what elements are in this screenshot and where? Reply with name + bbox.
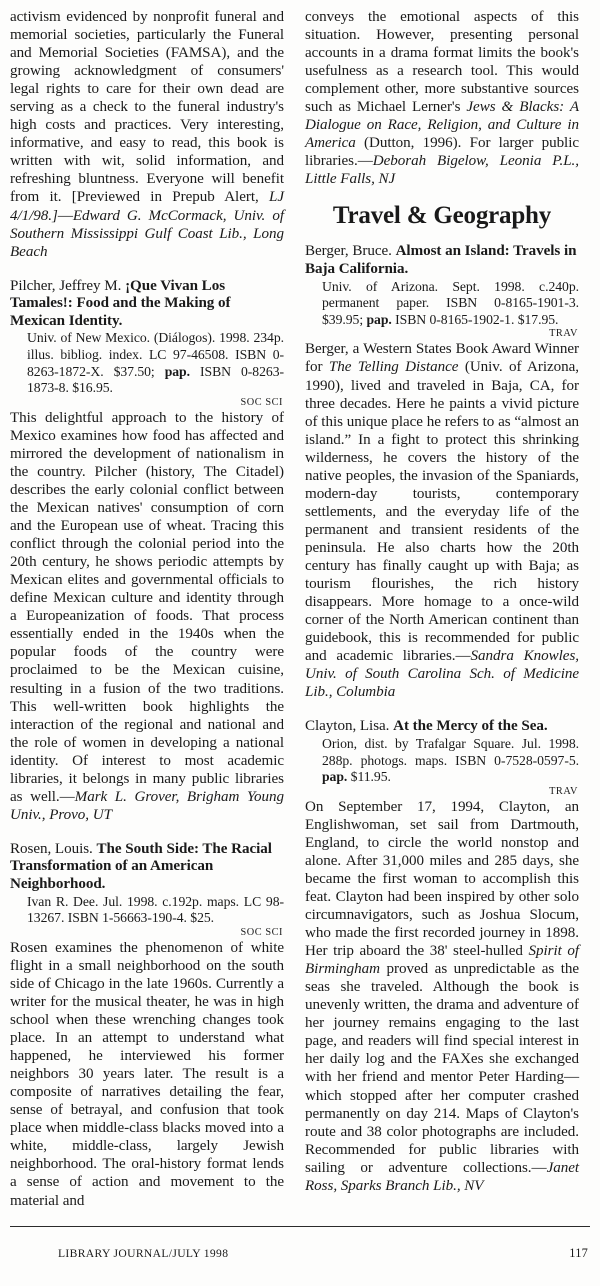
review-body-cont: proved as unpredictable as the seas she traveled. Although the book is unevenly written, the drama and adventure of her journey remains engaging to the last page, and readers will find special interest in her daily log and the FAXes she exchanged with her friend and mentor Peter Harding—which stopped after her computer crashed permanently on day 214. Maps of Clayton's route and 38 color photographs are included. Recommended for public libraries with sailing or adventure collections. <box>305 961 579 1176</box>
entry-spacer <box>10 824 284 841</box>
biblio-format-label: pap. <box>322 769 348 785</box>
continued-review-body: conveys the emotional aspects of this situation. However, presenting personal accounts in a drama format limits the book's usefulness as a research tool. This would complement other, more substantive sources such as Michael Lerner's <box>305 9 579 116</box>
section-heading-travel-geography: Travel & Geography <box>332 202 552 230</box>
reviewer-credit: Sandra Knowles, Univ. of South Carolina Sch. of Medicine Lib., Columbia <box>305 648 579 701</box>
entry-review-text <box>10 409 284 824</box>
biblio-text: Univ. of New Mexico. (Diálogos). 1998. 234p. illus. bibliog. index. LC 97-46508. ISBN 0-8263-1872-X. $37.50; <box>27 330 284 379</box>
right-column <box>305 8 579 1214</box>
entry-author: Berger, Bruce. <box>305 243 396 260</box>
biblio-text-cont: $11.95. <box>347 769 391 785</box>
entry-bibliographic-info <box>10 330 284 396</box>
entry-spacer <box>305 701 579 718</box>
biblio-text: Ivan R. Dee. Jul. 1998. c.192p. maps. LC 98-13267. ISBN 1-56663-190-4. $25. <box>27 893 284 926</box>
biblio-text-cont: ISBN 0-8165-1902-1. $17.95. <box>391 311 559 327</box>
review-body: On September 17, 1994, Clayton, an Englishwoman, set sail from Dartmouth, England, to circle the world nonstop and alone. After 31,000 miles and 285 days, she became the first woman to accomplish this feat. Clayton had been inspired by other solo circumnavigators, such as Joshua Slocum, who made the first recorded journey in 1898. Her trip aboard the 38' steel-hulled <box>305 798 579 960</box>
continued-review-citation: LJ 4/1/98.] <box>10 189 284 224</box>
biblio-text: Orion, dist. by Trafalgar Square. Jul. 1998. 288p. photogs. maps. ISBN 0-7528-0597-5. <box>322 735 579 768</box>
continued-review-right <box>305 8 579 188</box>
em-dash: — <box>531 1159 547 1176</box>
em-dash: — <box>455 648 471 665</box>
biblio-text-cont: ISBN 0-8263-1873-8. $16.95. <box>27 363 284 396</box>
entry-title: The South Side: The Racial Transformation of an American Neighborhood. <box>10 840 272 893</box>
page-number: 117 <box>569 1246 588 1260</box>
cited-book-title: Jews & Blacks: A Dialogue on Race, Religion, and Culture in America <box>305 99 579 152</box>
continued-review-left <box>10 8 284 261</box>
review-body: Rosen examines the phenomenon of white flight in a small neighborhood on the south side of Chicago in the late 1960s. Currently a writer for the musical theater, he was in high school when these wrenching changes took place. In an attempt to understand what happened, he interviewed his former neighbors 30 years later. The result is a composite of narratives detailing the fear, sense of betrayal, and confusion that took place when middle-class blacks moved into a white, middle-class, largely Jewish neighborhood. The oral-history format lends a sense of action and movement to the material and <box>10 939 284 1209</box>
review-body-cont: (Univ. of Arizona, 1990), lived and traveled in Baja, CA, for three decades. Here he paints a vivid picture of this unique place he refers to as “almost an island.” In a fight to protect this shrinking wilderness, he covers the history of the native peoples, the invasion of the Spaniards, modern-day tourists, contemporary settlements, and the everyday life of the permanent and transient residents of the peninsula. He also charts how the 20th century has finally caught up with Baja; as tourism flourishes, the rich history disappears. More homage to a once-wild corner of the North American continent than guidebook, this is recommended for public and academic libraries. <box>305 359 579 665</box>
entry-review-text <box>305 340 579 701</box>
em-dash: — <box>57 207 73 224</box>
footer-row <box>10 1227 590 1261</box>
entry-title: ¡Que Vivan Los Tamales!: Food and the Making of Mexican Identity. <box>10 277 231 329</box>
subject-category-tag: SOC SCI <box>240 396 283 408</box>
em-dash: — <box>357 153 373 170</box>
reviewer-credit: Janet Ross, Sparks Branch Lib., NV <box>305 1159 579 1194</box>
entry-author: Pilcher, Jeffrey M. <box>10 277 126 294</box>
review-entry-rosen <box>10 841 284 1210</box>
entry-title: Almost an Island: Travels in Baja California. <box>305 243 577 278</box>
entry-review-text <box>10 939 284 1210</box>
entry-headline <box>10 278 284 331</box>
cited-book-title: The Telling Distance <box>328 359 459 376</box>
subject-category-tag: SOC SCI <box>240 926 283 938</box>
cited-book-title: Spirit of Birmingham <box>305 943 579 978</box>
entry-author: Clayton, Lisa. <box>305 718 394 735</box>
entry-headline <box>305 718 579 736</box>
em-dash: — <box>59 788 75 805</box>
entry-bibliographic-info <box>305 279 579 329</box>
entry-headline <box>305 243 579 278</box>
two-column-layout <box>10 8 590 1214</box>
continued-review-body-cont: (Dutton, 1996). For larger public libraries. <box>305 135 579 170</box>
continued-review-body: activism evidenced by nonprofit funeral and memorial societies, particularly the Funeral and Memorial Societies (FAMSA), and the growing acknowledgment of consumers' legal rights to care for their own dead are serving as a check to the funeral industry's high costs and practices. Very interesting, informative, and easy to read, this book is written with wit, solid information, and refreshing bluntness. Everyone will benefit from it. [Previewed in Prepub Alert, <box>10 9 284 206</box>
reviewer-credit: Edward G. McCormack, Univ. of Southern Mississippi Gulf Coast Lib., Long Beach <box>10 207 284 260</box>
entry-bibliographic-info <box>10 894 284 927</box>
footer-publication-label: LIBRARY JOURNAL/JULY 1998 <box>58 1247 229 1260</box>
entry-headline <box>10 841 284 894</box>
biblio-text: Univ. of Arizona. Sept. 1998. c.240p. permanent paper. ISBN 0-8165-1901-3. $39.95; <box>322 278 579 327</box>
subject-category-tag: TRAV <box>549 328 578 340</box>
page-footer <box>10 1226 590 1272</box>
entry-spacer <box>10 261 284 278</box>
review-entry-clayton <box>305 718 579 1194</box>
reviewer-credit: Mark L. Grover, Brigham Young Univ., Provo, UT <box>10 788 284 823</box>
reviewer-credit: Deborah Bigelow, Leonia P.L., Little Falls, NJ <box>305 153 579 188</box>
biblio-format-label: pap. <box>164 363 190 379</box>
entry-title: At the Mercy of the Sea. <box>393 718 548 735</box>
review-entry-berger <box>305 243 579 701</box>
review-body: Berger, a Western States Book Award Winner for <box>305 341 579 376</box>
subject-category-tag: TRAV <box>549 785 578 797</box>
review-body: This delightful approach to the history of Mexico examines how food has affected and mirrored the development of nationalism in the country. Pilcher (history, The Citadel) describes the early colonial conflict between the Mexican natives' consumption of corn and the European use of wheat. Tracing this conflict through the colonial period into the 20th century, he shows periodic attempts by Mexican elites and governmental officials to define Mexican culture and identity through a Europeanization of foods. That process essentially ended in the 1940s when the popular foods of the country were proclaimed to be the Mexican cuisine, resulting in a fusion of the two traditions. This well-written book highlights the interaction of the regional and national and the role of women in developing a national identity. Of interest to most academic libraries, it belongs in many public libraries as well. <box>10 409 284 805</box>
left-column <box>10 8 284 1214</box>
entry-author: Rosen, Louis. <box>10 840 97 857</box>
review-entry-pilcher <box>10 278 284 824</box>
entry-review-text <box>305 798 579 1195</box>
entry-bibliographic-info <box>305 736 579 786</box>
biblio-format-label: pap. <box>366 311 392 327</box>
